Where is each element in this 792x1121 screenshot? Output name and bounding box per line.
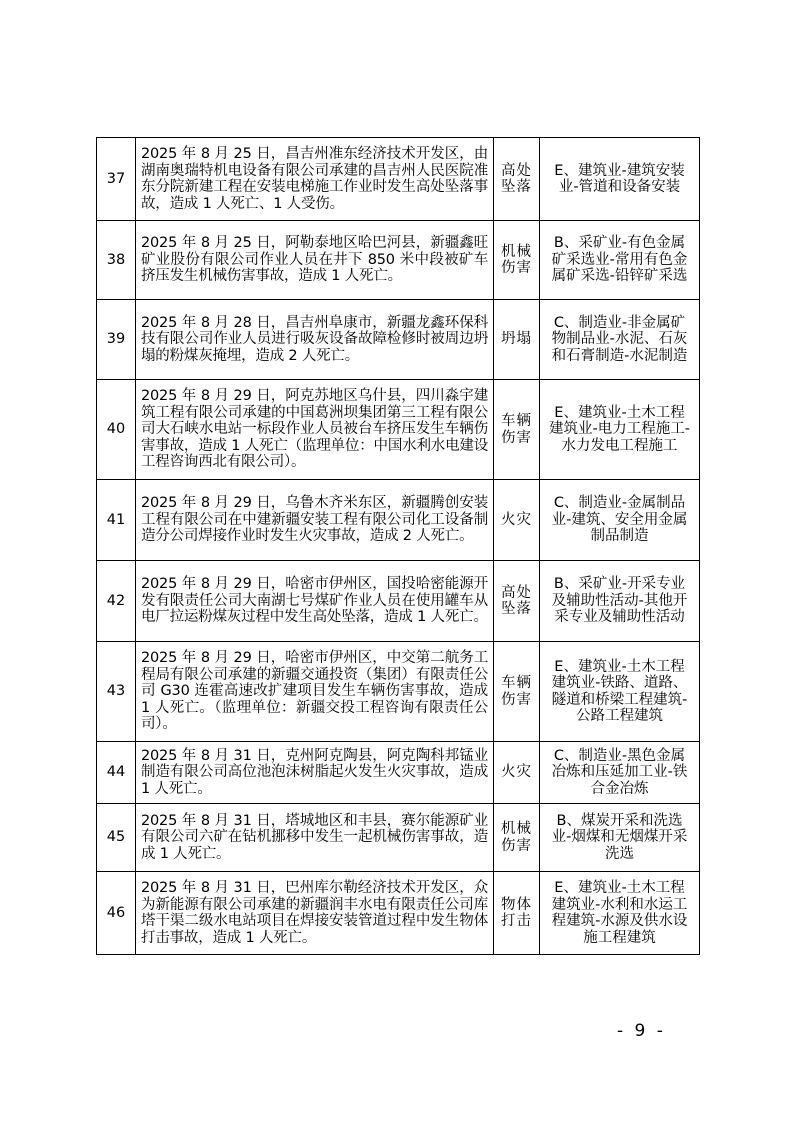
page-number: - 9 - — [617, 1021, 666, 1041]
accident-description: 2025 年 8 月 31 日，塔城地区和丰县，赛尔能源矿业有限公司六矿在钻机挪移中发生一起机械伤害事故，造成 1 人死亡。 — [136, 804, 494, 872]
accident-description: 2025 年 8 月 25 日，阿勒泰地区哈巴河县，新疆鑫旺矿业股份有限公司作业人员在井下 850 米中段被矿车挤压发生机械伤害事故，造成 1 人死亡。 — [136, 221, 494, 300]
accident-description: 2025 年 8 月 31 日，巴州库尔勒经济技术开发区，众为新能源有限公司承建的新疆润丰水电有限责任公司库塔干渠二级水电站项目在焊接安装管道过程中发生物体打击事故，造成 1 人死亡。 — [136, 872, 494, 955]
table-row — [97, 300, 700, 380]
row-number: 38 — [97, 221, 136, 300]
accident-description: 2025 年 8 月 28 日，昌吉州阜康市，新疆龙鑫环保科技有限公司作业人员进行吸灰设备故障检修时被周边坍塌的粉煤灰掩埋，造成 2 人死亡。 — [136, 300, 494, 380]
row-number: 41 — [97, 480, 136, 561]
row-number: 44 — [97, 742, 136, 804]
industry-category: B、采矿业-开采专业及辅助性活动-其他开采专业及辅助性活动 — [540, 561, 700, 642]
industry-category: E、建筑业-土木工程建筑业-铁路、道路、隧道和桥梁工程建筑-公路工程建筑 — [540, 642, 700, 742]
industry-category: E、建筑业-土木工程建筑业-水利和水运工程建筑-水源及供水设施工程建筑 — [540, 872, 700, 955]
industry-category: E、建筑业-建筑安装业-管道和设备安装 — [540, 138, 700, 221]
accident-description: 2025 年 8 月 29 日，乌鲁木齐米东区，新疆腾创安装工程有限公司在中建新疆安装工程有限公司化工设备制造分公司焊接作业时发生火灾事故，造成 2 人死亡。 — [136, 480, 494, 561]
accident-description: 2025 年 8 月 25 日，昌吉州准东经济技术开发区，由湖南奥瑞特机电设备有限公司承建的昌吉州人民医院准东分院新建工程在安装电梯施工作业时发生高处坠落事故，造成 1 人死亡、1 人受伤。 — [136, 138, 494, 221]
table-row — [97, 221, 700, 300]
accident-type: 物体打击 — [494, 872, 540, 955]
accident-description: 2025 年 8 月 29 日，哈密市伊州区，国投哈密能源开发有限责任公司大南湖七号煤矿作业人员在使用罐车从电厂拉运粉煤灰过程中发生高处坠落，造成 1 人死亡。 — [136, 561, 494, 642]
industry-category: C、制造业-黑色金属冶炼和压延加工业-铁合金冶炼 — [540, 742, 700, 804]
table-row — [97, 480, 700, 561]
accident-type: 火灾 — [494, 742, 540, 804]
table-row — [97, 561, 700, 642]
industry-category: C、制造业-非金属矿物制品业-水泥、石灰和石膏制造-水泥制造 — [540, 300, 700, 380]
table-row — [97, 138, 700, 221]
accident-type: 火灾 — [494, 480, 540, 561]
row-number: 40 — [97, 380, 136, 480]
table-row — [97, 872, 700, 955]
table-row — [97, 804, 700, 872]
accident-type: 机械伤害 — [494, 221, 540, 300]
accident-description: 2025 年 8 月 31 日，克州阿克陶县，阿克陶科邦锰业制造有限公司高位池泡沫树脂起火发生火灾事故，造成 1 人死亡。 — [136, 742, 494, 804]
row-number: 37 — [97, 138, 136, 221]
industry-category: C、制造业-金属制品业-建筑、安全用金属制品制造 — [540, 480, 700, 561]
row-number: 45 — [97, 804, 136, 872]
accident-type: 车辆伤害 — [494, 380, 540, 480]
industry-category: B、煤炭开采和洗选业-烟煤和无烟煤开采洗选 — [540, 804, 700, 872]
table-row — [97, 642, 700, 742]
accident-type: 坍塌 — [494, 300, 540, 380]
table-row — [97, 742, 700, 804]
table-row — [97, 380, 700, 480]
accident-type: 高处坠落 — [494, 561, 540, 642]
accident-type: 机械伤害 — [494, 804, 540, 872]
accident-type: 高处坠落 — [494, 138, 540, 221]
row-number: 39 — [97, 300, 136, 380]
industry-category: B、采矿业-有色金属矿采选业-常用有色金属矿采选-铅锌矿采选 — [540, 221, 700, 300]
row-number: 46 — [97, 872, 136, 955]
accident-table — [96, 137, 700, 955]
row-number: 43 — [97, 642, 136, 742]
accident-type: 车辆伤害 — [494, 642, 540, 742]
industry-category: E、建筑业-土木工程建筑业-电力工程施工-水力发电工程施工 — [540, 380, 700, 480]
accident-description: 2025 年 8 月 29 日，哈密市伊州区，中交第二航务工程局有限公司承建的新疆交通投资（集团）有限责任公司 G30 连霍高速改扩建项目发生车辆伤害事故，造成 1 人死亡。（监理单位：新疆交投工程咨询有限责任公司）。 — [136, 642, 494, 742]
row-number: 42 — [97, 561, 136, 642]
accident-description: 2025 年 8 月 29 日，阿克苏地区乌什县，四川淼宇建筑工程有限公司承建的中国葛洲坝集团第三工程有限公司大石峡水电站一标段作业人员被台车挤压发生车辆伤害事故，造成 1 人死亡（监理单位：中国水利水电建设工程咨询西北有限公司）。 — [136, 380, 494, 480]
